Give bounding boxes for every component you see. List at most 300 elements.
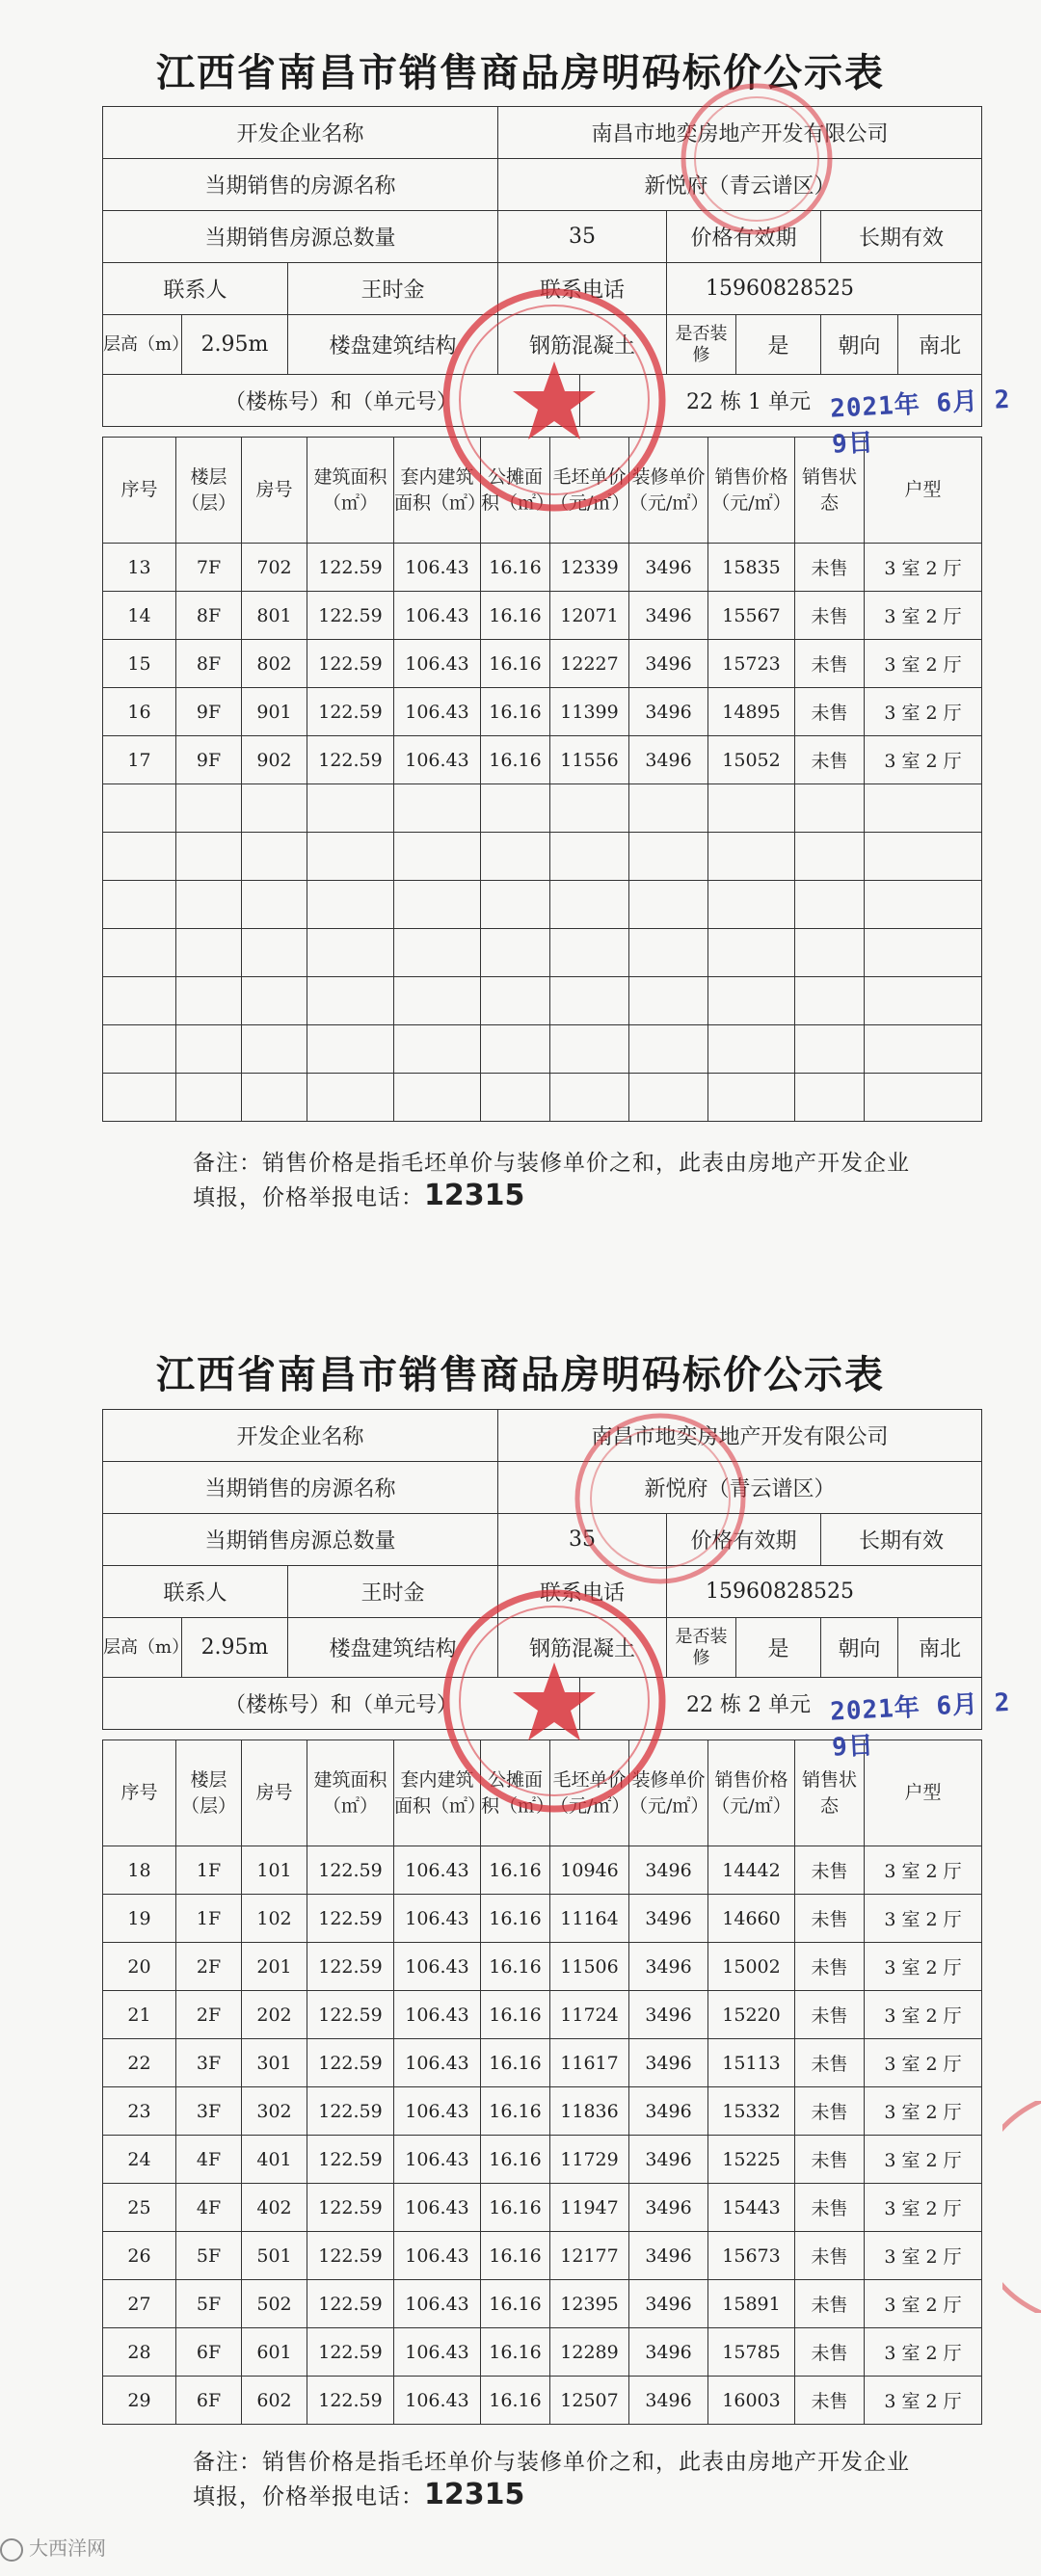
table-cell: 12071 (550, 592, 629, 640)
table-cell: 未售 (795, 592, 865, 640)
table-cell: 3496 (629, 2039, 708, 2087)
table-cell: 12289 (550, 2328, 629, 2377)
table-cell: 15785 (708, 2328, 795, 2377)
table-cell: 1F (176, 1846, 242, 1895)
table-row (103, 1846, 982, 1895)
note-text: 备注：销售价格是指毛坯单价与装修单价之和，此表由房地产开发企业填报，价格举报电话： (193, 2450, 910, 2510)
table-cell: 3 室 2 厅 (865, 2039, 982, 2087)
empty-cell (708, 881, 795, 929)
height-value: 2.95m (182, 1618, 288, 1678)
column-header: 套内建筑面积（㎡） (394, 438, 481, 544)
report-phone: 12315 (424, 1179, 525, 1212)
table-cell: 106.43 (394, 2136, 481, 2184)
table-cell: 122.59 (307, 2087, 394, 2136)
building-label: （楼栋号）和（单元号） (103, 375, 580, 427)
table-cell: 502 (242, 2280, 307, 2328)
table-cell: 101 (242, 1846, 307, 1895)
table-cell: 11617 (550, 2039, 629, 2087)
table-cell: 3 室 2 厅 (865, 544, 982, 592)
table-cell: 16.16 (481, 1991, 550, 2039)
empty-cell (481, 833, 550, 881)
table-cell: 16003 (708, 2377, 795, 2425)
table-cell: 801 (242, 592, 307, 640)
table-cell: 402 (242, 2184, 307, 2232)
table-cell: 102 (242, 1895, 307, 1943)
column-header: 建筑面积（㎡） (307, 1740, 394, 1846)
empty-cell (865, 881, 982, 929)
table-cell: 未售 (795, 2232, 865, 2280)
empty-cell (242, 833, 307, 881)
table-cell: 2F (176, 1943, 242, 1991)
empty-cell (176, 977, 242, 1025)
table-cell: 20 (103, 1943, 176, 1991)
table-cell: 7F (176, 544, 242, 592)
empty-cell (242, 881, 307, 929)
table-cell: 5F (176, 2280, 242, 2328)
column-header: 户型 (865, 1740, 982, 1846)
table-cell: 14 (103, 592, 176, 640)
table-cell: 19 (103, 1895, 176, 1943)
empty-cell (394, 881, 481, 929)
sheet1-note (193, 1147, 925, 1214)
sheet2-note (193, 2446, 925, 2513)
empty-cell (242, 1025, 307, 1074)
table-row (103, 2328, 982, 2377)
empty-cell (795, 1025, 865, 1074)
decorated-label: 是否装修 (667, 315, 736, 375)
table-cell: 16.16 (481, 2280, 550, 2328)
table-cell: 未售 (795, 2328, 865, 2377)
table-cell: 3496 (629, 688, 708, 736)
empty-cell (795, 977, 865, 1025)
project-label: 当期销售的房源名称 (103, 1462, 498, 1514)
table-cell: 401 (242, 2136, 307, 2184)
table-cell: 26 (103, 2232, 176, 2280)
empty-cell (550, 784, 629, 833)
column-header: 楼层（层） (176, 1740, 242, 1846)
table-cell: 未售 (795, 2136, 865, 2184)
table-cell: 3496 (629, 2136, 708, 2184)
table-cell: 16.16 (481, 592, 550, 640)
table-cell: 3 室 2 厅 (865, 592, 982, 640)
empty-cell (708, 1074, 795, 1122)
table-cell: 14660 (708, 1895, 795, 1943)
empty-cell (629, 929, 708, 977)
decorated-value: 是 (736, 1618, 821, 1678)
table-cell: 15835 (708, 544, 795, 592)
table-cell: 902 (242, 736, 307, 784)
phone-label: 联系电话 (498, 263, 667, 315)
table-cell: 3496 (629, 1991, 708, 2039)
table-row (103, 1943, 982, 1991)
table-row (103, 592, 982, 640)
table-cell: 601 (242, 2328, 307, 2377)
column-header: 毛坯单价（元/㎡） (550, 438, 629, 544)
empty-cell (242, 1074, 307, 1122)
table-cell: 16.16 (481, 2232, 550, 2280)
table-cell: 未售 (795, 640, 865, 688)
empty-cell (708, 1025, 795, 1074)
empty-cell (865, 977, 982, 1025)
table-cell: 3 室 2 厅 (865, 2136, 982, 2184)
table-cell: 16.16 (481, 736, 550, 784)
table-row (103, 2039, 982, 2087)
empty-cell (795, 881, 865, 929)
decorated-value: 是 (736, 315, 821, 375)
column-header: 毛坯单价（元/㎡） (550, 1740, 629, 1846)
empty-cell (865, 929, 982, 977)
table-cell: 106.43 (394, 2232, 481, 2280)
table-cell: 3496 (629, 2328, 708, 2377)
table-cell: 25 (103, 2184, 176, 2232)
table-cell: 22 (103, 2039, 176, 2087)
column-header: 销售价格（元/㎡） (708, 1740, 795, 1846)
table-cell: 122.59 (307, 736, 394, 784)
empty-cell (629, 1025, 708, 1074)
project-label: 当期销售的房源名称 (103, 159, 498, 211)
empty-table-row (103, 784, 982, 833)
empty-cell (176, 929, 242, 977)
table-cell: 11399 (550, 688, 629, 736)
table-cell: 未售 (795, 1991, 865, 2039)
empty-cell (481, 977, 550, 1025)
table-cell: 15 (103, 640, 176, 688)
decorated-label: 是否装修 (667, 1618, 736, 1678)
table-cell: 15225 (708, 2136, 795, 2184)
table-cell: 106.43 (394, 1895, 481, 1943)
table-cell: 3496 (629, 1895, 708, 1943)
table-cell: 16.16 (481, 2377, 550, 2425)
table-cell: 3496 (629, 1943, 708, 1991)
table-cell: 6F (176, 2377, 242, 2425)
empty-cell (865, 1025, 982, 1074)
table-cell: 106.43 (394, 544, 481, 592)
empty-cell (481, 1025, 550, 1074)
table-cell: 106.43 (394, 2280, 481, 2328)
table-cell: 201 (242, 1943, 307, 1991)
structure-label: 楼盘建筑结构 (288, 1618, 498, 1678)
empty-cell (307, 881, 394, 929)
table-cell: 122.59 (307, 2136, 394, 2184)
table-cell: 12227 (550, 640, 629, 688)
table-cell: 21 (103, 1991, 176, 2039)
table-cell: 17 (103, 736, 176, 784)
count-value: 35 (498, 211, 667, 263)
table-cell: 未售 (795, 2184, 865, 2232)
table-cell: 11836 (550, 2087, 629, 2136)
table-cell: 106.43 (394, 1846, 481, 1895)
structure-label: 楼盘建筑结构 (288, 315, 498, 375)
empty-cell (708, 833, 795, 881)
table-row (103, 2087, 982, 2136)
table-cell: 3 室 2 厅 (865, 640, 982, 688)
table-cell: 11947 (550, 2184, 629, 2232)
empty-cell (550, 881, 629, 929)
table-cell: 16.16 (481, 1943, 550, 1991)
table-cell: 3496 (629, 736, 708, 784)
sheet2-price-table (102, 1739, 982, 2425)
empty-cell (550, 1025, 629, 1074)
empty-cell (103, 784, 176, 833)
table-row (103, 2184, 982, 2232)
table-cell: 122.59 (307, 2232, 394, 2280)
empty-cell (795, 929, 865, 977)
project-value: 新悦府（青云谱区） (498, 1462, 982, 1514)
empty-cell (795, 833, 865, 881)
table-cell: 未售 (795, 2280, 865, 2328)
empty-cell (176, 1074, 242, 1122)
contact-label: 联系人 (103, 1566, 288, 1618)
empty-cell (629, 784, 708, 833)
validity-label: 价格有效期 (667, 211, 821, 263)
column-header: 销售状态 (795, 1740, 865, 1846)
table-cell: 18 (103, 1846, 176, 1895)
empty-cell (708, 977, 795, 1025)
empty-cell (481, 784, 550, 833)
table-cell: 122.59 (307, 1846, 394, 1895)
orientation-label: 朝向 (821, 1618, 898, 1678)
table-cell: 3F (176, 2087, 242, 2136)
report-phone: 12315 (424, 2478, 525, 2511)
table-cell: 4F (176, 2184, 242, 2232)
table-cell: 3496 (629, 2184, 708, 2232)
table-cell: 未售 (795, 2087, 865, 2136)
table-cell: 3F (176, 2039, 242, 2087)
empty-cell (242, 929, 307, 977)
count-label: 当期销售房源总数量 (103, 211, 498, 263)
table-cell: 122.59 (307, 688, 394, 736)
table-cell: 未售 (795, 1943, 865, 1991)
table-cell: 未售 (795, 1895, 865, 1943)
table-cell: 122.59 (307, 2328, 394, 2377)
sheet1-price-table (102, 437, 982, 1122)
table-cell: 3 室 2 厅 (865, 1846, 982, 1895)
height-label: 层高（m） (103, 315, 182, 375)
validity-value: 长期有效 (821, 211, 982, 263)
table-row (103, 544, 982, 592)
table-cell: 16.16 (481, 688, 550, 736)
column-header: 销售价格（元/㎡） (708, 438, 795, 544)
table-cell: 106.43 (394, 2184, 481, 2232)
empty-cell (103, 1074, 176, 1122)
empty-cell (394, 1074, 481, 1122)
sheet2-date-stamp: 2021年 6月 2 9日 (829, 1687, 1012, 1763)
table-cell: 3 室 2 厅 (865, 2184, 982, 2232)
table-cell: 122.59 (307, 640, 394, 688)
empty-cell (550, 977, 629, 1025)
column-header: 装修单价（元/㎡） (629, 438, 708, 544)
table-row (103, 1991, 982, 2039)
empty-table-row (103, 1025, 982, 1074)
table-cell: 15567 (708, 592, 795, 640)
empty-cell (629, 881, 708, 929)
table-cell: 11729 (550, 2136, 629, 2184)
validity-label: 价格有效期 (667, 1514, 821, 1566)
table-cell: 122.59 (307, 2280, 394, 2328)
table-cell: 28 (103, 2328, 176, 2377)
developer-value: 南昌市地奕房地产开发有限公司 (498, 107, 982, 159)
table-cell: 6F (176, 2328, 242, 2377)
sheet1-title: 江西省南昌市销售商品房明码标价公示表 (156, 50, 885, 95)
table-cell: 901 (242, 688, 307, 736)
table-cell: 106.43 (394, 2377, 481, 2425)
table-cell: 501 (242, 2232, 307, 2280)
table-cell: 16.16 (481, 1895, 550, 1943)
table-cell: 16.16 (481, 1846, 550, 1895)
table-cell: 15673 (708, 2232, 795, 2280)
table-cell: 未售 (795, 1846, 865, 1895)
empty-cell (629, 977, 708, 1025)
table-cell: 8F (176, 640, 242, 688)
table-cell: 2F (176, 1991, 242, 2039)
table-cell: 202 (242, 1991, 307, 2039)
phone-label: 联系电话 (498, 1566, 667, 1618)
structure-value: 钢筋混凝土 (498, 315, 667, 375)
column-header: 建筑面积（㎡） (307, 438, 394, 544)
table-cell: 106.43 (394, 1991, 481, 2039)
table-cell: 3496 (629, 1846, 708, 1895)
table-cell: 1F (176, 1895, 242, 1943)
table-cell: 15113 (708, 2039, 795, 2087)
empty-cell (795, 784, 865, 833)
table-cell: 14895 (708, 688, 795, 736)
orientation-value: 南北 (898, 1618, 982, 1678)
table-cell: 106.43 (394, 592, 481, 640)
table-cell: 12507 (550, 2377, 629, 2425)
table-cell: 15002 (708, 1943, 795, 1991)
building-label: （楼栋号）和（单元号） (103, 1678, 580, 1730)
table-cell: 122.59 (307, 2377, 394, 2425)
empty-cell (865, 784, 982, 833)
empty-cell (481, 929, 550, 977)
table-cell: 11164 (550, 1895, 629, 1943)
empty-table-row (103, 977, 982, 1025)
table-cell: 122.59 (307, 592, 394, 640)
validity-value: 长期有效 (821, 1514, 982, 1566)
table-cell: 106.43 (394, 688, 481, 736)
column-header: 销售状态 (795, 438, 865, 544)
empty-cell (307, 1025, 394, 1074)
table-cell: 122.59 (307, 2184, 394, 2232)
empty-cell (307, 977, 394, 1025)
table-cell: 122.59 (307, 544, 394, 592)
note-text: 备注：销售价格是指毛坯单价与装修单价之和，此表由房地产开发企业填报，价格举报电话： (193, 1151, 910, 1210)
table-cell: 3 室 2 厅 (865, 736, 982, 784)
sheet1-header-table (102, 106, 982, 427)
column-header: 户型 (865, 438, 982, 544)
table-cell: 3496 (629, 2087, 708, 2136)
table-cell: 3 室 2 厅 (865, 1991, 982, 2039)
table-cell: 3 室 2 厅 (865, 2232, 982, 2280)
table-cell: 106.43 (394, 2087, 481, 2136)
table-cell: 3496 (629, 592, 708, 640)
table-cell: 29 (103, 2377, 176, 2425)
column-header: 序号 (103, 438, 176, 544)
edge-stamp-fragment (1002, 2101, 1041, 2313)
table-cell: 15443 (708, 2184, 795, 2232)
empty-cell (176, 881, 242, 929)
table-cell: 4F (176, 2136, 242, 2184)
watermark-logo-icon (0, 2538, 23, 2562)
empty-cell (394, 1025, 481, 1074)
column-header: 套内建筑面积（㎡） (394, 1740, 481, 1846)
structure-value: 钢筋混凝土 (498, 1618, 667, 1678)
table-cell: 106.43 (394, 2039, 481, 2087)
empty-cell (103, 929, 176, 977)
table-row (103, 640, 982, 688)
sheet2-header-table (102, 1409, 982, 1730)
table-cell: 16.16 (481, 2039, 550, 2087)
contact-label: 联系人 (103, 263, 288, 315)
table-cell: 9F (176, 688, 242, 736)
table-cell: 11506 (550, 1943, 629, 1991)
table-cell: 3 室 2 厅 (865, 688, 982, 736)
building-value-text: 22 栋 2 单元 (686, 1693, 811, 1717)
contact-value: 王时金 (288, 1566, 498, 1618)
column-header: 装修单价（元/㎡） (629, 1740, 708, 1846)
table-cell: 106.43 (394, 1943, 481, 1991)
table-cell: 16.16 (481, 2136, 550, 2184)
table-cell: 106.43 (394, 640, 481, 688)
table-cell: 11556 (550, 736, 629, 784)
column-header: 楼层（层） (176, 438, 242, 544)
table-cell: 24 (103, 2136, 176, 2184)
table-cell: 14442 (708, 1846, 795, 1895)
table-cell: 15220 (708, 1991, 795, 2039)
empty-cell (629, 1074, 708, 1122)
empty-cell (708, 784, 795, 833)
table-cell: 23 (103, 2087, 176, 2136)
empty-cell (176, 1025, 242, 1074)
table-row (103, 2232, 982, 2280)
developer-label: 开发企业名称 (103, 107, 498, 159)
table-cell: 3496 (629, 2232, 708, 2280)
empty-cell (394, 929, 481, 977)
empty-cell (550, 929, 629, 977)
table-cell: 12395 (550, 2280, 629, 2328)
height-label: 层高（m） (103, 1618, 182, 1678)
table-row (103, 736, 982, 784)
table-cell: 3496 (629, 640, 708, 688)
empty-cell (307, 833, 394, 881)
empty-cell (550, 833, 629, 881)
table-cell: 106.43 (394, 736, 481, 784)
building-value-text: 22 栋 1 单元 (686, 390, 811, 414)
empty-cell (865, 833, 982, 881)
table-cell: 3496 (629, 2377, 708, 2425)
column-header: 公摊面积（㎡） (481, 438, 550, 544)
table-cell: 301 (242, 2039, 307, 2087)
table-cell: 122.59 (307, 2039, 394, 2087)
developer-value: 南昌市地奕房地产开发有限公司 (498, 1410, 982, 1462)
table-cell: 11724 (550, 1991, 629, 2039)
empty-cell (242, 784, 307, 833)
count-value: 35 (498, 1514, 667, 1566)
table-cell: 未售 (795, 688, 865, 736)
watermark (0, 2533, 106, 2562)
empty-cell (307, 1074, 394, 1122)
empty-cell (307, 929, 394, 977)
sheet1-date-stamp: 2021年 6月 2 9日 (829, 385, 1012, 460)
empty-cell (307, 784, 394, 833)
table-cell: 16.16 (481, 2087, 550, 2136)
developer-label: 开发企业名称 (103, 1410, 498, 1462)
orientation-label: 朝向 (821, 315, 898, 375)
table-cell: 15052 (708, 736, 795, 784)
column-header: 房号 (242, 438, 307, 544)
empty-cell (242, 977, 307, 1025)
table-cell: 122.59 (307, 1991, 394, 2039)
